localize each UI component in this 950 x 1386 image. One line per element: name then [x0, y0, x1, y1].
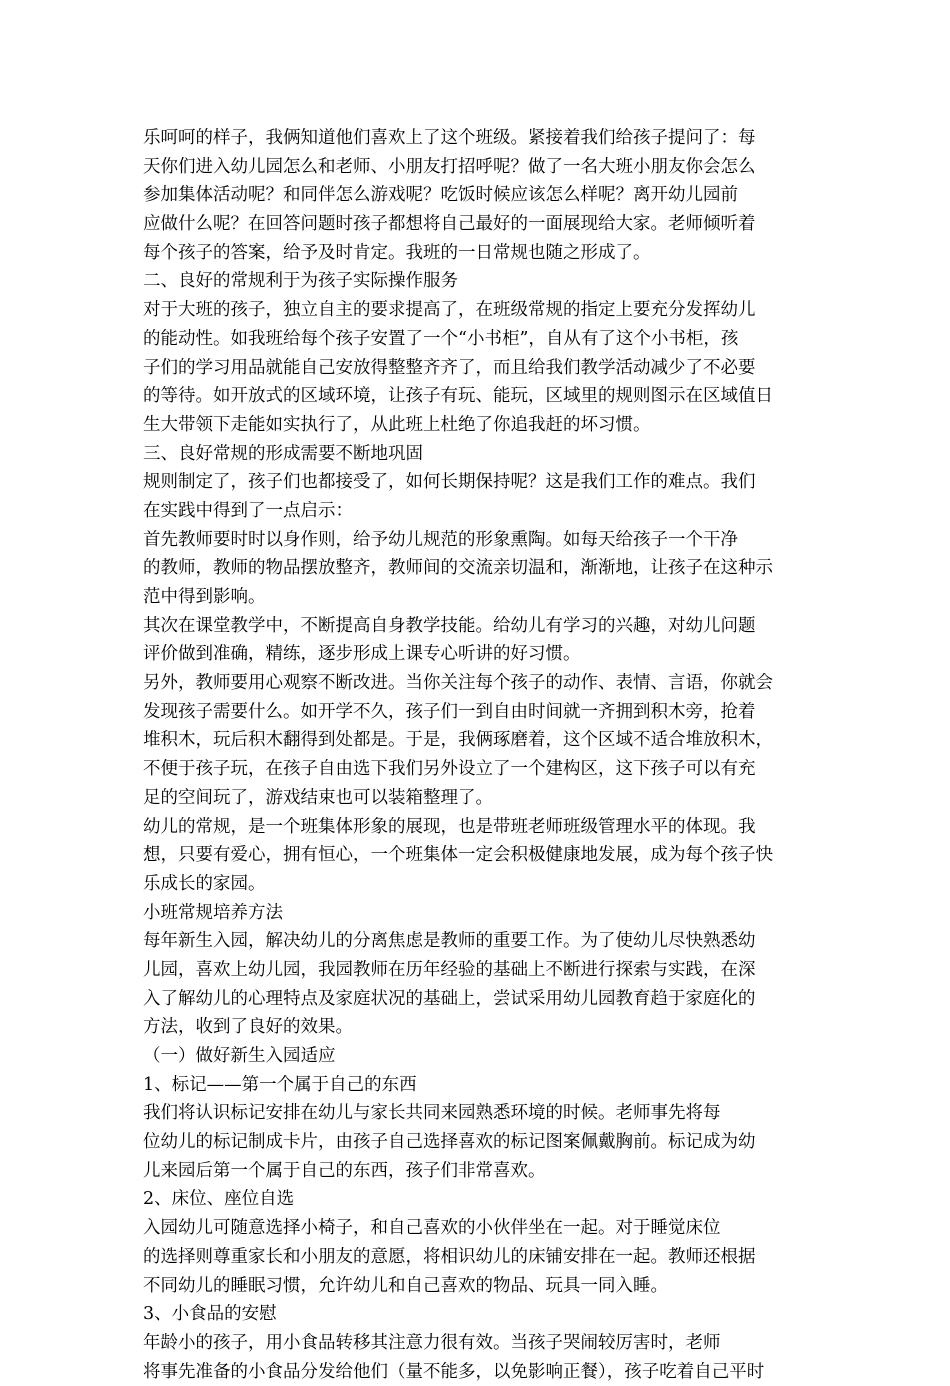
- text-line: 另外，教师要用心观察不断改进。当你关注每个孩子的动作、表情、言语，你就会: [143, 673, 773, 694]
- text-line: 生大带领下走能如实执行了，从此班上杜绝了你追我赶的坏习惯。: [143, 414, 651, 435]
- text-line: 入了解幼儿的心理特点及家庭状况的基础上，尝试采用幼儿园教育趋于家庭化的: [143, 988, 756, 1009]
- text-line: 规则制定了，孩子们也都接受了，如何长期保持呢？这是我们工作的难点。我们: [143, 472, 756, 493]
- text-line: 每年新生入园，解决幼儿的分离焦虑是教师的重要工作。为了使幼儿尽快熟悉幼: [143, 931, 756, 952]
- text-line: 子们的学习用品就能自己安放得整整齐齐了，而且给我们教学活动减少了不必要: [143, 357, 756, 378]
- text-line: 乐成长的家园。: [143, 873, 266, 894]
- text-line: 足的空间玩了，游戏结束也可以装箱整理了。: [143, 787, 493, 808]
- text-line: 方法，收到了良好的效果。: [143, 1017, 353, 1038]
- text-line: 将事先准备的小食品分发给他们（量不能多，以免影响正餐），孩子吃着自己平时: [143, 1361, 765, 1382]
- text-line: 想，只要有爱心，拥有恒心，一个班集体一定会积极健康地发展，成为每个孩子快: [143, 845, 773, 866]
- text-line: 年龄小的孩子，用小食品转移其注意力很有效。当孩子哭闹较厉害时，老师: [143, 1332, 721, 1353]
- section-heading: 三、良好常规的形成需要不断地巩固: [143, 443, 423, 464]
- text-line: 评价做到准确，精练，逐步形成上课专心听讲的好习惯。: [143, 644, 581, 665]
- text-line: 不同幼儿的睡眠习惯，允许幼儿和自己喜欢的物品、玩具一同入睡。: [143, 1275, 668, 1296]
- text-line: 入园幼儿可随意选择小椅子，和自己喜欢的小伙伴坐在一起。对于睡觉床位: [143, 1218, 721, 1239]
- text-line: 的等待。如开放式的区域环境，让孩子有玩、能玩，区域里的规则图示在区域值日: [143, 386, 773, 407]
- text-line: 应做什么呢？在回答问题时孩子都想将自己最好的一面展现给大家。老师倾听着: [143, 214, 756, 235]
- section-heading: 二、良好的常规利于为孩子实际操作服务: [143, 271, 458, 292]
- item-heading: 2、床位、座位自选: [143, 1189, 295, 1210]
- text-line: 我们将认识标记安排在幼儿与家长共同来园熟悉环境的时候。老师事先将每: [143, 1103, 721, 1124]
- text-line: 发现孩子需要什么。如开学不久，孩子们一到自由时间就一齐拥到积木旁，抢着: [143, 701, 756, 722]
- text-line: 每个孩子的答案，给予及时肯定。我班的一日常规也随之形成了。: [143, 242, 651, 263]
- text-line: 乐呵呵的样子，我俩知道他们喜欢上了这个班级。紧接着我们给孩子提问了：每: [143, 128, 756, 148]
- text-line: 对于大班的孩子，独立自主的要求提高了，在班级常规的指定上要充分发挥幼儿: [143, 300, 756, 321]
- text-line: 范中得到影响。: [143, 587, 266, 607]
- text-line: 的能动性。如我班给每个孩子安置了一个“小书柜”，自从有了这个小书柜，孩: [143, 328, 739, 349]
- text-line: 儿园，喜欢上幼儿园，我园教师在历年经验的基础上不断进行探索与实践，在深: [143, 959, 756, 980]
- text-line: 在实践中得到了一点启示：: [143, 500, 353, 521]
- text-line: 的教师，教师的物品摆放整齐，教师间的交流亲切温和，渐渐地，让孩子在这种示: [143, 558, 773, 579]
- text-line: 其次在课堂教学中，不断提高自身教学技能。给幼儿有学习的兴趣，对幼儿问题: [143, 615, 756, 636]
- text-line: 儿来园后第一个属于自己的东西，孩子们非常喜欢。: [143, 1160, 546, 1181]
- subsection-heading: （一）做好新生入园适应: [143, 1046, 336, 1066]
- section-title: 小班常规培养方法: [143, 902, 283, 923]
- text-line: 堆积木，玩后积木翻得到处都是。于是，我俩琢磨着，这个区域不适合堆放积木，: [143, 730, 773, 751]
- text-line: 不便于孩子玩，在孩子自由选下我们另外设立了一个建构区，这下孩子可以有充: [143, 759, 756, 780]
- item-heading: 1、标记——第一个属于自己的东西: [143, 1074, 417, 1095]
- text-line: 幼儿的常规，是一个班集体形象的展现，也是带班老师班级管理水平的体现。我: [143, 816, 756, 837]
- text-line: 参加集体活动呢？和同伴怎么游戏呢？吃饭时候应该怎么样呢？离开幼儿园前: [143, 185, 738, 206]
- text-line: 天你们进入幼儿园怎么和老师、小朋友打招呼呢？做了一名大班小朋友你会怎么: [143, 156, 756, 177]
- text-line: 首先教师要时时以身作则，给予幼儿规范的形象熏陶。如每天给孩子一个干净: [143, 529, 738, 550]
- item-heading: 3、小食品的安慰: [143, 1304, 277, 1325]
- text-line: 的选择则尊重家长和小朋友的意愿，将相识幼儿的床铺安排在一起。教师还根据: [143, 1246, 756, 1267]
- document-body: [143, 124, 813, 1386]
- text-line: 位幼儿的标记制成卡片，由孩子自己选择喜欢的标记图案佩戴胸前。标记成为幼: [143, 1132, 756, 1153]
